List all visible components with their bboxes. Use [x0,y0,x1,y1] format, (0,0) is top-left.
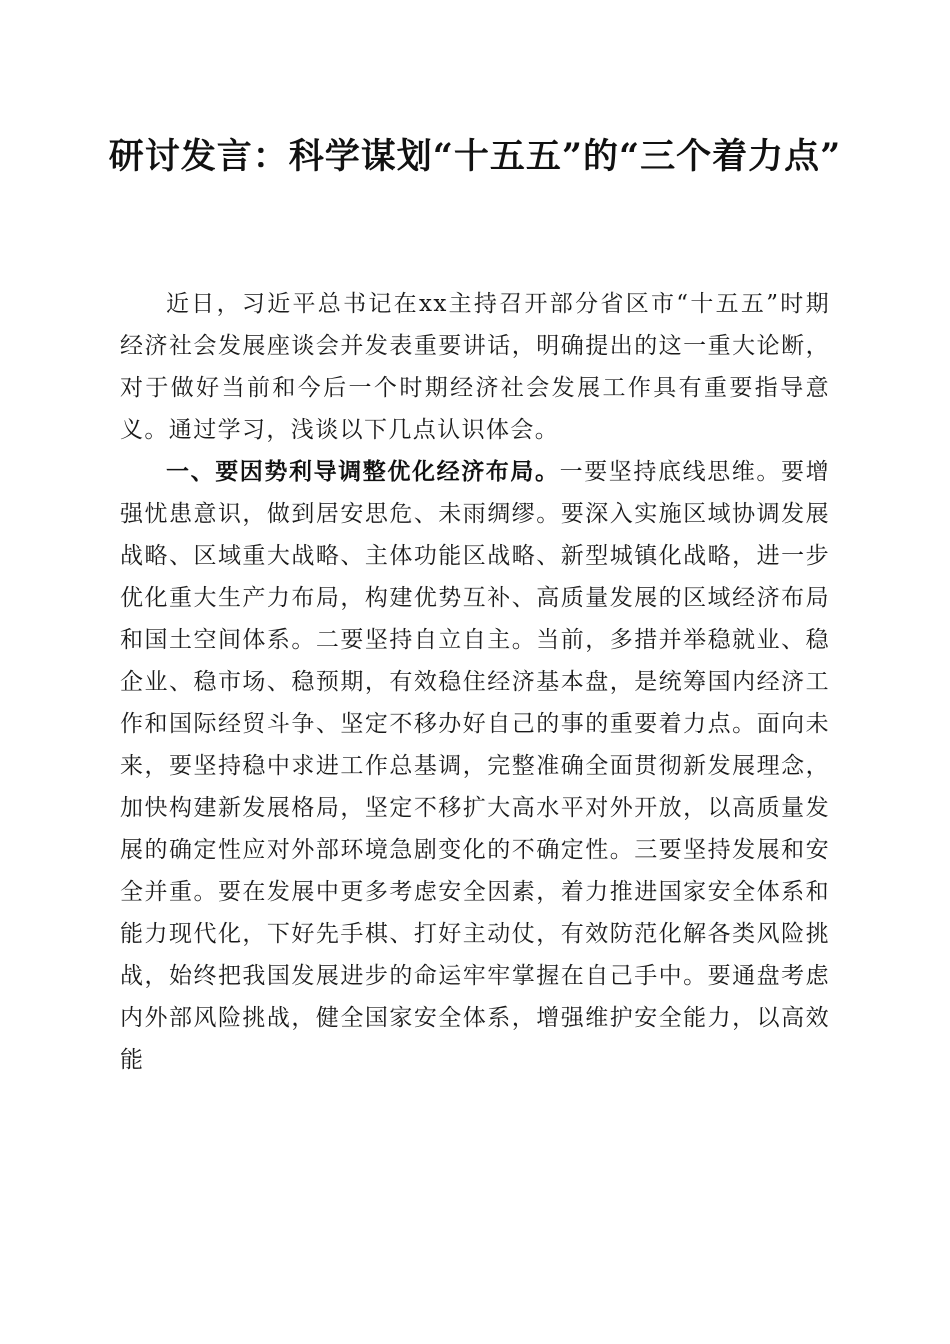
document-body [120,283,830,1081]
paragraph-text: 近日，习近平总书记在xx主持召开部分省区市“十五五”时期经济社会发展座谈会并发表重要讲话，明确提出的这一重大论断，对于做好当前和今后一个时期经济社会发展工作具有重要指导意义。通过学习，浅谈以下几点认识体会。 [120,291,830,443]
intro-paragraph [120,283,830,451]
section-heading: 一、要因势利导调整优化经济布局。 [166,459,560,485]
document-title: 研讨发言：科学谋划“十五五”的“三个着力点” [108,136,842,177]
paragraph-text: 一要坚持底线思维。要增强忧患意识，做到居安思危、未雨绸缪。要深入实施区域协调发展战略、区域重大战略、主体功能区战略、新型城镇化战略，进一步优化重大生产力布局，构建优势互补、高质量发展的区域经济布局和国土空间体系。二要坚持自立自主。当前，多措并举稳就业、稳企业、稳市场、稳预期，有效稳住经济基本盘，是统筹国内经济工作和国际经贸斗争、坚定不移办好自己的事的重要着力点。面向未来，要坚持稳中求进工作总基调，完整准确全面贯彻新发展理念，加快构建新发展格局，坚定不移扩大高水平对外开放，以高质量发展的确定性应对外部环境急剧变化的不确定性。三要坚持发展和安全并重。要在发展中更多考虑安全因素，着力推进国家安全体系和能力现代化，下好先手棋、打好主动仗，有效防范化解各类风险挑战，始终把我国发展进步的命运牢牢掌握在自己手中。要通盘考虑内外部风险挑战，健全国家安全体系，增强维护安全能力，以高效能 [120,459,830,1073]
section-one-paragraph [120,451,830,1081]
